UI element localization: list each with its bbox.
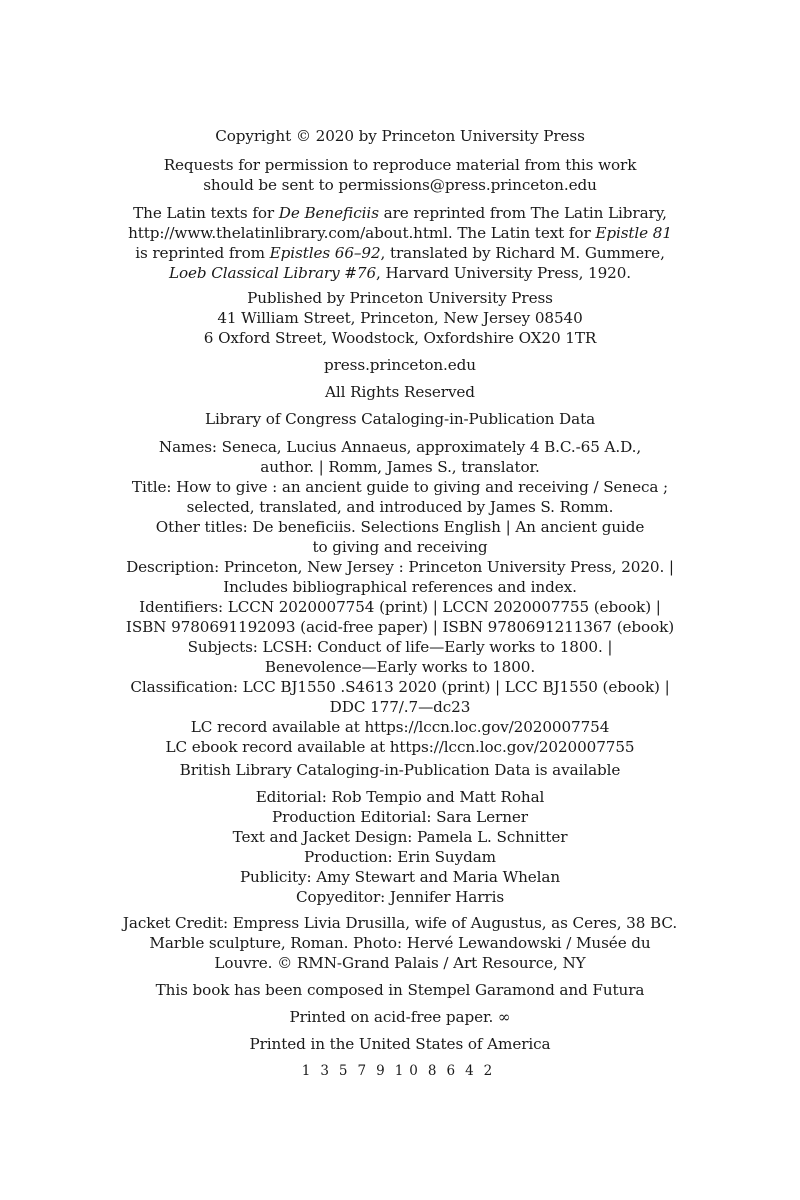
de-beneficiis-title: De Beneficiis xyxy=(278,204,379,222)
composition-notice: This book has been composed in Stempel Garamond and Futura xyxy=(155,981,645,999)
permissions-line-1: Requests for permission to reproduce material from this work xyxy=(163,156,637,174)
printing-number: 5 xyxy=(338,1063,354,1079)
cip-line: Classification: LCC BJ1550 .S4613 2020 (print) | LCC BJ1550 (ebook) | xyxy=(130,678,670,696)
copyright-notice-block xyxy=(0,126,800,146)
rights-notice: All Rights Reserved xyxy=(325,383,475,401)
cip-line: Identifiers: LCCN 2020007754 (print) | LCCN 2020007755 (ebook) | xyxy=(139,598,661,616)
latin-texts-line-2-pre: http://www.thelatinlibrary.com/about.html. The Latin text for xyxy=(128,224,596,242)
cip-line: Benevolence—Early works to 1800. xyxy=(264,658,536,676)
cip-line: Title: How to give : an ancient guide to giving and receiving / Seneca ; xyxy=(131,478,669,496)
cip-data-block xyxy=(0,437,800,757)
website-url: press.princeton.edu xyxy=(324,356,476,374)
british-library-block xyxy=(0,760,800,780)
latin-texts-line-4-post: , Harvard University Press, 1920. xyxy=(376,264,632,282)
publisher-line-1: Published by Princeton University Press xyxy=(247,289,553,307)
credit-line: Text and Jacket Design: Pamela L. Schnitter xyxy=(232,828,568,846)
latin-texts-block xyxy=(0,203,800,283)
permissions-block xyxy=(0,155,800,195)
cip-line: Names: Seneca, Lucius Annaeus, approximately 4 B.C.-65 A.D., xyxy=(158,438,642,456)
cip-line: LC record available at https://lccn.loc.gov/2020007754 xyxy=(190,718,610,736)
cip-line: Other titles: De beneficiis. Selections English | An ancient guide xyxy=(155,518,645,536)
printing-line-block xyxy=(0,1061,800,1081)
publisher-line-3: 6 Oxford Street, Woodstock, Oxfordshire OX20 1TR xyxy=(203,329,597,347)
printing-number: 9 xyxy=(376,1063,391,1079)
paper-block xyxy=(0,1007,800,1027)
latin-texts-line-2 xyxy=(0,223,800,243)
credit-line: Production: Erin Suydam xyxy=(304,848,496,866)
printed-in-block xyxy=(0,1034,800,1054)
loeb-title: Loeb Classical Library #76 xyxy=(168,264,377,282)
latin-texts-line-3-pre: is reprinted from xyxy=(135,244,270,262)
paper-notice: Printed on acid-free paper. ∞ xyxy=(289,1008,511,1026)
cip-line: Subjects: LCSH: Conduct of life—Early works to 1800. | xyxy=(187,638,613,656)
credits-block xyxy=(0,787,800,907)
printing-number: 1 xyxy=(301,1063,317,1079)
credit-line: Publicity: Amy Stewart and Maria Whelan xyxy=(239,868,561,886)
publisher-line-2: 41 William Street, Princeton, New Jersey 08540 xyxy=(217,309,583,327)
cip-line: Includes bibliographical references and index. xyxy=(223,578,577,596)
composition-block xyxy=(0,980,800,1000)
latin-texts-line-1-pre: The Latin texts for xyxy=(133,204,279,222)
jacket-credit-block xyxy=(0,913,800,973)
cip-line: author. | Romm, James S., translator. xyxy=(260,458,540,476)
cip-line: LC ebook record available at https://lccn.loc.gov/2020007755 xyxy=(165,738,635,756)
cip-line: ISBN 9780691192093 (acid-free paper) | ISBN 9780691211367 (ebook) xyxy=(125,618,675,636)
credit-line: Editorial: Rob Tempio and Matt Rohal xyxy=(255,788,545,806)
cip-line: selected, translated, and introduced by James S. Romm. xyxy=(186,498,614,516)
credit-line: Copyeditor: Jennifer Harris xyxy=(295,888,505,906)
latin-texts-line-4 xyxy=(0,263,800,283)
jacket-credit-line: Marble sculpture, Roman. Photo: Hervé Lewandowski / Musée du xyxy=(149,934,651,952)
epistles-title: Epistles 66–92 xyxy=(269,244,381,262)
printing-number: 3 xyxy=(320,1063,335,1079)
printing-number: 8 xyxy=(427,1063,443,1079)
website-block xyxy=(0,355,800,375)
jacket-credit-line: Louvre. © RMN-Grand Palais / Art Resource, NY xyxy=(214,954,586,972)
copyright-notice: Copyright © 2020 by Princeton University Press xyxy=(215,127,585,145)
printing-line xyxy=(0,1061,800,1081)
cip-heading: Library of Congress Cataloging-in-Publication Data xyxy=(204,410,596,428)
cip-line: DDC 177/.7—dc23 xyxy=(329,698,471,716)
latin-texts-line-3-post: , translated by Richard M. Gummere, xyxy=(380,244,665,262)
epistle-81-title: Epistle 81 xyxy=(595,224,672,242)
permissions-line-2: should be sent to permissions@press.princeton.edu xyxy=(203,176,597,194)
rights-block xyxy=(0,382,800,402)
jacket-credit-line: Jacket Credit: Empress Livia Drusilla, wife of Augustus, as Ceres, 38 BC. xyxy=(122,914,678,932)
printed-in-notice: Printed in the United States of America xyxy=(249,1035,551,1053)
latin-texts-line-1 xyxy=(0,203,800,223)
british-library-notice: British Library Cataloging-in-Publication Data is available xyxy=(179,761,621,779)
printing-number: 4 xyxy=(465,1063,480,1079)
latin-texts-line-1-post: are reprinted from The Latin Library, xyxy=(378,204,667,222)
printing-number: 6 xyxy=(446,1063,462,1079)
printing-number: 10 xyxy=(394,1063,424,1079)
cip-heading-block xyxy=(0,409,800,429)
printing-number: 7 xyxy=(357,1063,373,1079)
publisher-block xyxy=(0,288,800,348)
printing-number: 2 xyxy=(483,1063,499,1079)
cip-line: to giving and receiving xyxy=(312,538,488,556)
credit-line: Production Editorial: Sara Lerner xyxy=(272,808,528,826)
cip-line: Description: Princeton, New Jersey : Princeton University Press, 2020. | xyxy=(126,558,674,576)
latin-texts-line-3 xyxy=(0,243,800,263)
